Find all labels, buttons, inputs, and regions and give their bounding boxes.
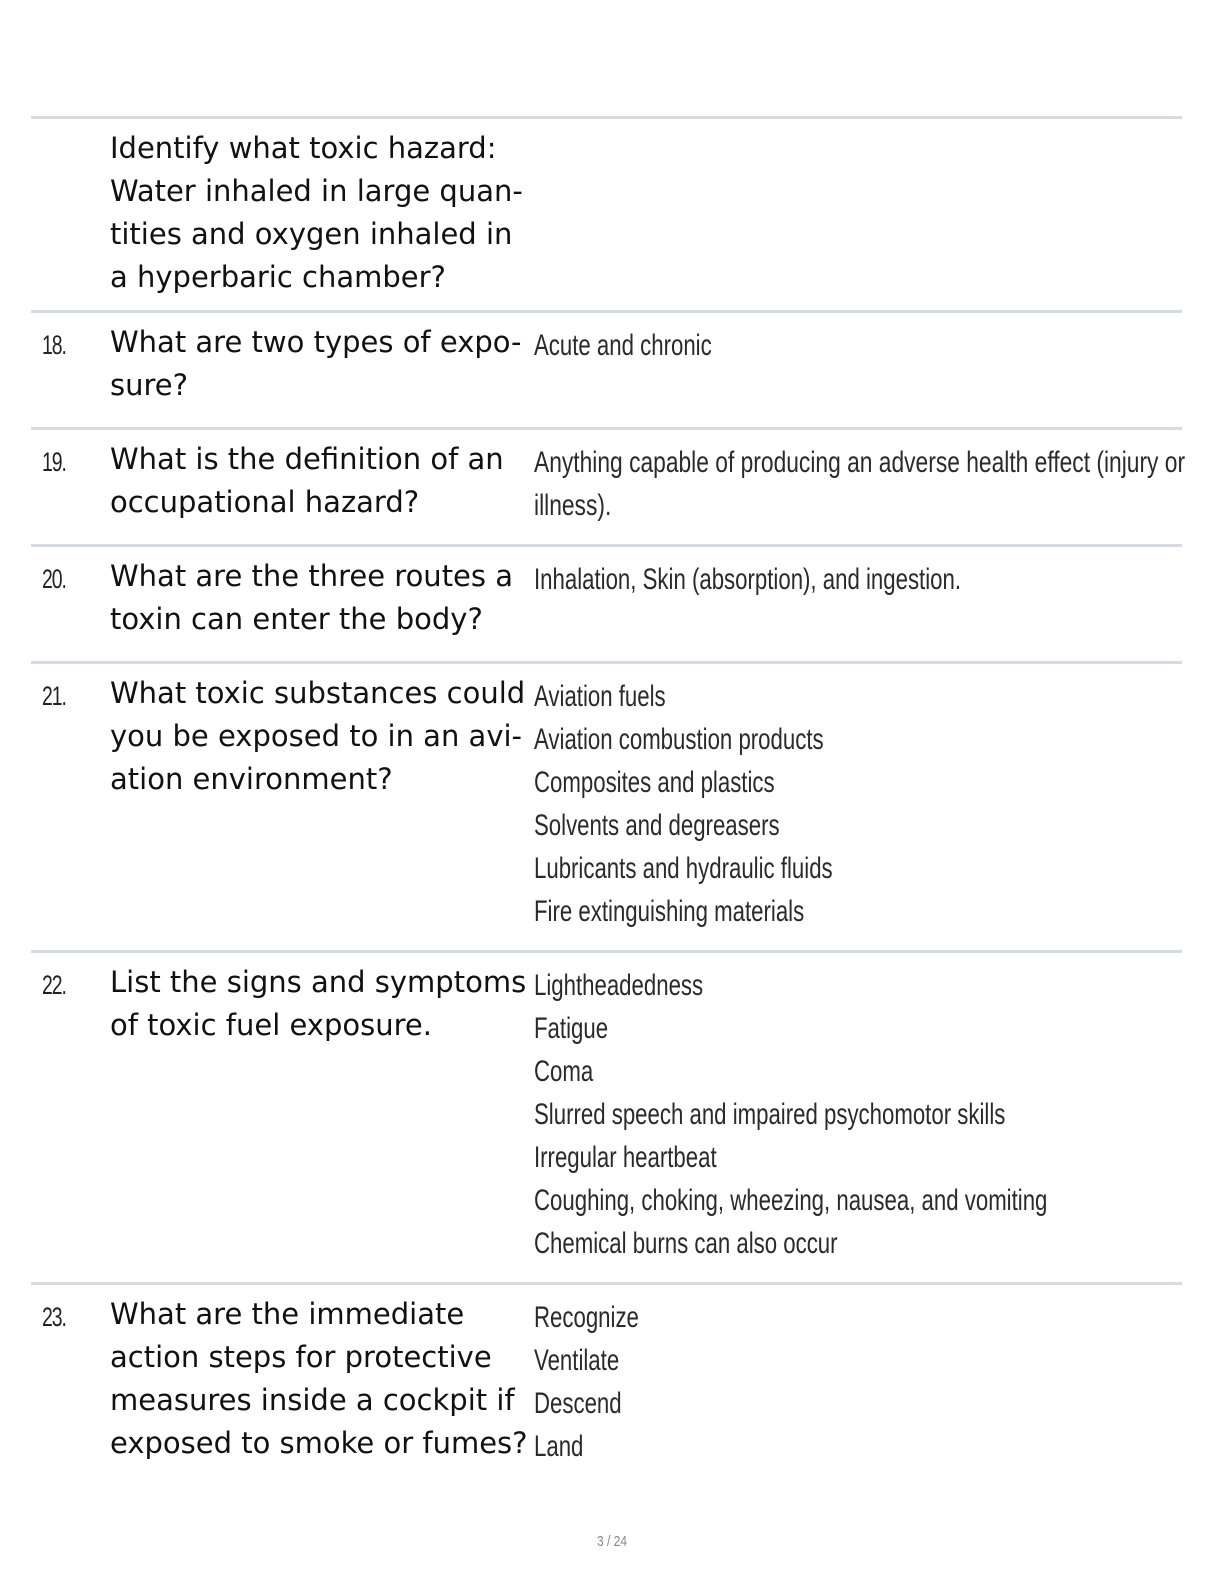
question-line: What are the immediate bbox=[110, 1297, 465, 1331]
answer-line: Anything capable of producing an adverse health effect (injury or bbox=[534, 446, 1186, 479]
flashcard-row bbox=[31, 427, 1186, 545]
flashcard-row bbox=[31, 661, 1182, 951]
card-number: 22. bbox=[42, 970, 66, 1000]
flashcard-row bbox=[31, 116, 1182, 311]
card-question bbox=[110, 321, 530, 407]
question-line: What are two types of expo- bbox=[110, 325, 522, 359]
answer-line: Slurred speech and impaired psychomotor skills bbox=[534, 1098, 1006, 1131]
answer-line: Coughing, choking, wheezing, nausea, and vomiting bbox=[534, 1184, 1048, 1217]
answer-line: Lightheadedness bbox=[534, 969, 704, 1002]
card-answer bbox=[534, 441, 1186, 527]
question-line: ation environment? bbox=[110, 762, 393, 796]
answer-line: Irregular heartbeat bbox=[534, 1141, 717, 1174]
question-line: a hyperbaric chamber? bbox=[110, 260, 446, 294]
card-question bbox=[110, 127, 530, 299]
answer-line: Aviation combustion products bbox=[534, 723, 824, 756]
question-line: occupational hazard? bbox=[110, 485, 420, 519]
answer-line: Acute and chronic bbox=[534, 329, 712, 362]
answer-line: illness). bbox=[534, 489, 612, 522]
question-line: Identify what toxic hazard: bbox=[110, 131, 497, 165]
question-line: measures inside a cockpit if bbox=[110, 1383, 515, 1417]
card-question bbox=[110, 438, 530, 524]
card-answer bbox=[534, 1296, 1174, 1468]
flashcard-row bbox=[31, 1282, 1182, 1482]
answer-line: Lubricants and hydraulic fluids bbox=[534, 852, 833, 885]
question-line: Water inhaled in large quan- bbox=[110, 174, 523, 208]
question-line: toxin can enter the body? bbox=[110, 602, 483, 636]
card-question bbox=[110, 672, 530, 801]
card-answer bbox=[534, 964, 1174, 1265]
answer-line: Land bbox=[534, 1430, 584, 1463]
question-line: What are the three routes a bbox=[110, 559, 513, 593]
card-number: 18. bbox=[42, 330, 66, 360]
answer-line: Chemical burns can also occur bbox=[534, 1227, 838, 1260]
question-line: What is the definition of an bbox=[110, 442, 504, 476]
question-line: you be exposed to in an avi- bbox=[110, 719, 523, 753]
question-line: sure? bbox=[110, 368, 189, 402]
answer-line: Recognize bbox=[534, 1301, 639, 1334]
page-indicator: 3 / 24 bbox=[596, 1533, 628, 1550]
card-number: 21. bbox=[42, 681, 66, 711]
card-question bbox=[110, 961, 530, 1047]
card-answer bbox=[534, 324, 1174, 367]
question-line: tities and oxygen inhaled in bbox=[110, 217, 513, 251]
question-line: action steps for protective bbox=[110, 1340, 492, 1374]
question-line: exposed to smoke or fumes? bbox=[110, 1426, 528, 1460]
card-answer bbox=[534, 558, 1174, 601]
card-number: 20. bbox=[42, 564, 66, 594]
question-line: What toxic substances could bbox=[110, 676, 526, 710]
card-answer bbox=[534, 675, 1174, 933]
answer-line: Aviation fuels bbox=[534, 680, 666, 713]
question-line: of toxic fuel exposure. bbox=[110, 1008, 432, 1042]
question-line: List the signs and symptoms bbox=[110, 965, 527, 999]
flashcard-row bbox=[31, 310, 1182, 428]
answer-line: Fatigue bbox=[534, 1012, 609, 1045]
answer-line: Composites and plastics bbox=[534, 766, 775, 799]
card-question bbox=[110, 1293, 530, 1465]
answer-line: Ventilate bbox=[534, 1344, 620, 1377]
answer-line: Coma bbox=[534, 1055, 594, 1088]
answer-line: Fire extinguishing materials bbox=[534, 895, 805, 928]
card-number: 23. bbox=[42, 1302, 66, 1332]
answer-line: Inhalation, Skin (absorption), and ingestion. bbox=[534, 563, 962, 596]
card-question bbox=[110, 555, 530, 641]
answer-line: Descend bbox=[534, 1387, 622, 1420]
flashcard-row bbox=[31, 950, 1182, 1284]
flashcard-row bbox=[31, 544, 1182, 662]
answer-line: Solvents and degreasers bbox=[534, 809, 780, 842]
card-number: 19. bbox=[42, 447, 66, 477]
